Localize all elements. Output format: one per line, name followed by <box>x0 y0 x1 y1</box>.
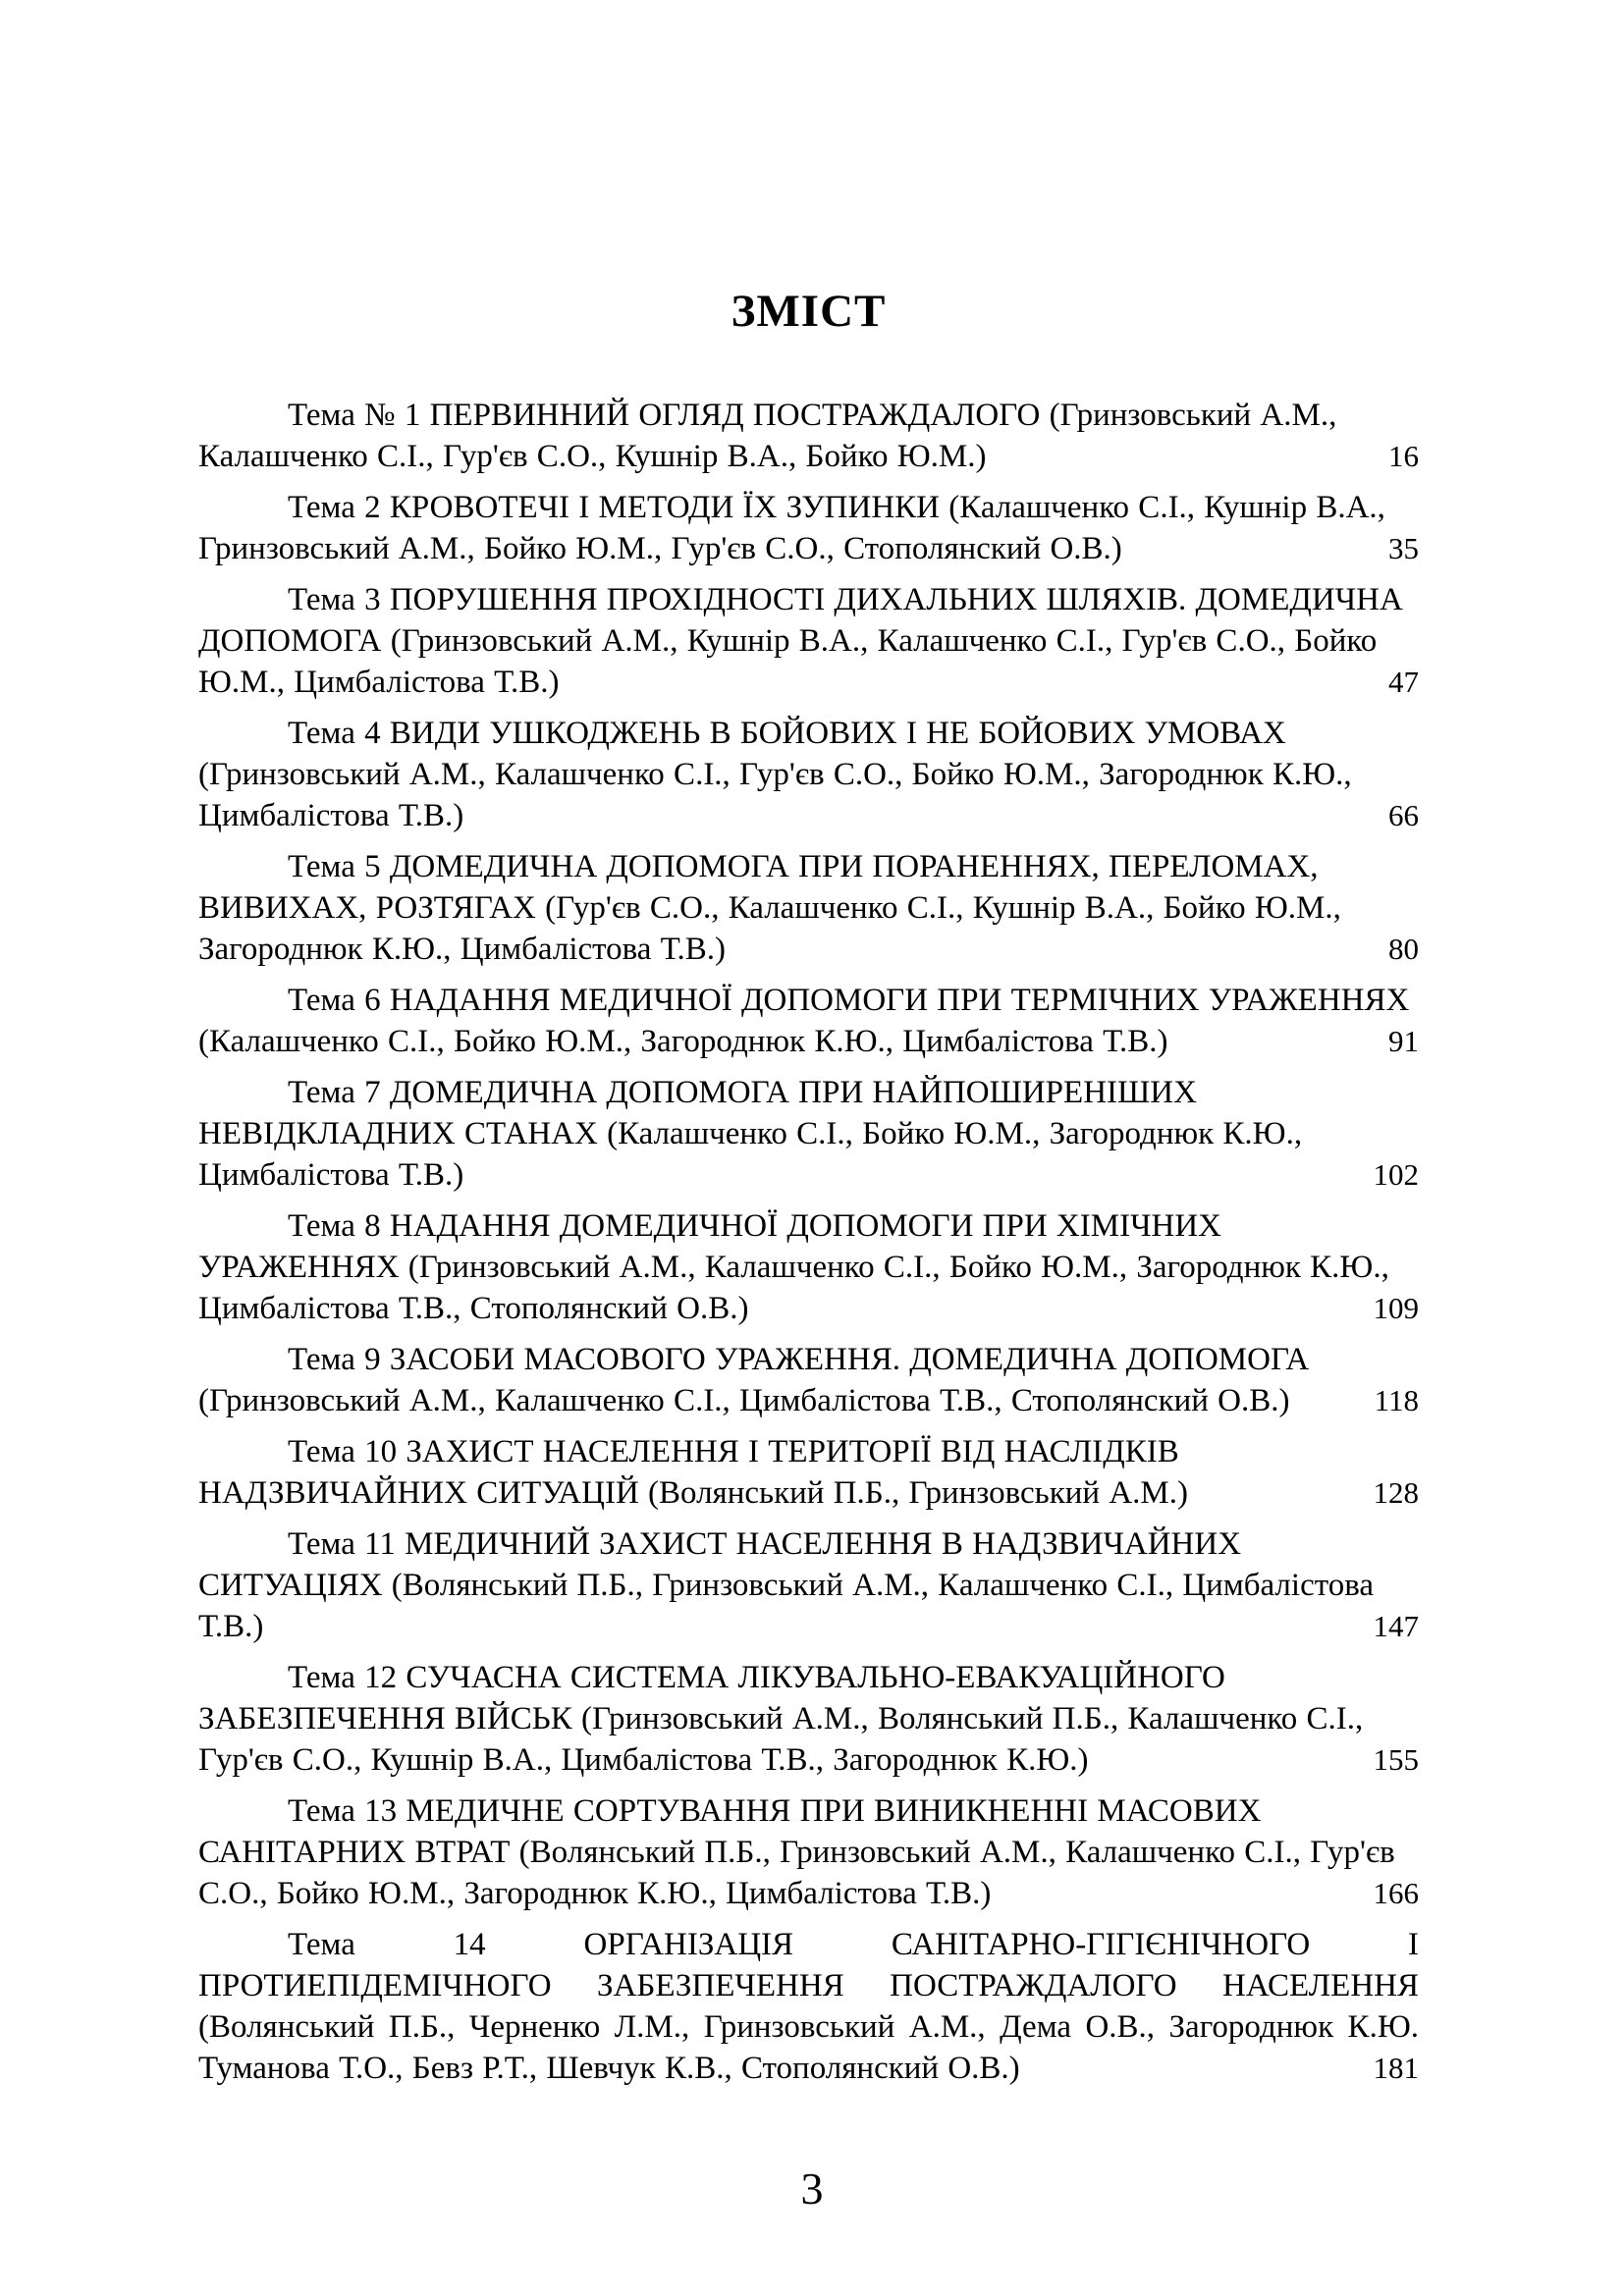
toc-entry-page: 118 <box>1374 1383 1419 1417</box>
toc-entry-text: Тема № 1 ПЕРВИННИЙ ОГЛЯД ПОСТРАЖДАЛОГО (Гринзовський А.М., Калашченко С.І., Гур'єв С.О., Кушнір В.А., Бойко Ю.М.) <box>198 398 1337 474</box>
toc-entry <box>198 1072 1419 1196</box>
toc-entry <box>198 1205 1419 1329</box>
toc-entry-text: Тема 11 МЕДИЧНИЙ ЗАХИСТ НАСЕЛЕННЯ В НАДЗВИЧАЙНИХ СИТУАЦІЯХ (Волянський П.Б., Гринзовський А.М., Калашченко С.І., Цимбалістова Т.В.) <box>198 1526 1374 1644</box>
toc-entry-text: Тема 10 ЗАХИСТ НАСЕЛЕННЯ І ТЕРИТОРІЇ ВІД НАСЛІДКІВ НАДЗВИЧАЙНИХ СИТУАЦІЙ (Волянський П.Б., Гринзовський А.М.) <box>198 1434 1188 1511</box>
toc-entry-page: 181 <box>1373 2051 1419 2085</box>
toc-entry-text: Тема 5 ДОМЕДИЧНА ДОПОМОГА ПРИ ПОРАНЕННЯХ, ПЕРЕЛОМАХ, ВИВИХАХ, РОЗТЯГАХ (Гур'єв С.О., Калашченко С.І., Кушнір В.А., Бойко Ю.М., Загороднюк К.Ю., Цимбалістова Т.В.) <box>198 849 1341 967</box>
toc-entry-text: Тема 4 ВИДИ УШКОДЖЕНЬ В БОЙОВИХ І НЕ БОЙОВИХ УМОВАХ (Гринзовський А.М., Калашченко С.І., Гур'єв С.О., Бойко Ю.М., Загороднюк К.Ю., Цимбалістова Т.В.) <box>198 716 1352 833</box>
toc-entry-text: Тема 12 СУЧАСНА СИСТЕМА ЛІКУВАЛЬНО-ЕВАКУАЦІЙНОГО ЗАБЕЗПЕЧЕННЯ ВІЙСЬК (Гринзовський А.М., Волянський П.Б., Калашченко С.І., Гур'єв С.О., Кушнір В.А., Цимбалістова Т.В., Загороднюк К.Ю.) <box>198 1660 1364 1778</box>
toc-entry-page: 128 <box>1373 1475 1419 1510</box>
toc-entry <box>198 1431 1419 1514</box>
toc-entry-page: 80 <box>1388 932 1419 966</box>
toc-entry-text: Тема 14 ОРГАНІЗАЦІЯ САНІТАРНО-ГІГІЄНІЧНОГО І ПРОТИЕПІДЕМІЧНОГО ЗАБЕЗПЕЧЕННЯ ПОСТРАЖДАЛОГО НАСЕЛЕННЯ (Волянський П.Б., Черненко Л.М., Гринзовський А.М., Дема О.В., Загороднюк К.Ю. Туманова Т.О., Бевз Р.Т., Шевчук К.В., Стополянский О.В.) <box>198 1927 1419 2086</box>
toc-entry <box>198 487 1419 569</box>
toc-entry <box>198 1924 1419 2089</box>
toc-entry-text: Тема 13 МЕДИЧНЕ СОРТУВАННЯ ПРИ ВИНИКНЕННІ МАСОВИХ САНІТАРНИХ ВТРАТ (Волянський П.Б., Гринзовський А.М., Калашченко С.І., Гур'єв С.О., Бойко Ю.М., Загороднюк К.Ю., Цимбалістова Т.В.) <box>198 1793 1395 1911</box>
toc-entry <box>198 846 1419 970</box>
toc-entry <box>198 980 1419 1062</box>
toc-entry <box>198 1790 1419 1914</box>
toc-entry-text: Тема 3 ПОРУШЕННЯ ПРОХІДНОСТІ ДИХАЛЬНИХ ШЛЯХІВ. ДОМЕДИЧНА ДОПОМОГА (Гринзовський А.М., Кушнір В.А., Калашченко С.І., Гур'єв С.О., Бойко Ю.М., Цимбалістова Т.В.) <box>198 582 1403 700</box>
toc-entry <box>198 395 1419 477</box>
page-title: ЗМІСТ <box>731 286 887 337</box>
toc-content <box>198 282 1419 2099</box>
toc-entry-text: Тема 7 ДОМЕДИЧНА ДОПОМОГА ПРИ НАЙПОШИРЕНІШИХ НЕВІДКЛАДНИХ СТАНАХ (Калашченко С.І., Бойко Ю.М., Загороднюк К.Ю., Цимбалістова Т.В.) <box>198 1075 1303 1193</box>
toc-entry-text: Тема 6 НАДАННЯ МЕДИЧНОЇ ДОПОМОГИ ПРИ ТЕРМІЧНИХ УРАЖЕННЯХ (Калашченко С.І., Бойко Ю.М., Загороднюк К.Ю., Цимбалістова Т.В.) <box>198 983 1410 1059</box>
toc-entry-page: 16 <box>1388 439 1419 473</box>
toc-entry <box>198 1339 1419 1421</box>
toc-entry-page: 109 <box>1373 1291 1419 1325</box>
toc-entry-text: Тема 2 КРОВОТЕЧІ І МЕТОДИ ЇХ ЗУПИНКИ (Калашченко С.І., Кушнір В.А., Гринзовський А.М., Бойко Ю.М., Гур'єв С.О., Стополянский О.В.) <box>198 490 1385 566</box>
toc-entry <box>198 1523 1419 1647</box>
toc-entry-page: 47 <box>1388 665 1419 699</box>
toc-entry-page: 166 <box>1373 1876 1419 1910</box>
toc-entry-page: 91 <box>1388 1024 1419 1058</box>
toc-entry-text: Тема 8 НАДАННЯ ДОМЕДИЧНОЇ ДОПОМОГИ ПРИ ХІМІЧНИХ УРАЖЕННЯХ (Гринзовський А.М., Калашченко С.І., Бойко Ю.М., Загороднюк К.Ю., Цимбалістова Т.В., Стополянский О.В.) <box>198 1208 1389 1326</box>
toc-entry-page: 147 <box>1373 1609 1419 1643</box>
toc-entry-page: 155 <box>1373 1742 1419 1777</box>
toc-entry-page: 35 <box>1388 531 1419 565</box>
toc-entry <box>198 579 1419 703</box>
toc-entry-page: 66 <box>1388 798 1419 832</box>
toc-entry-text: Тема 9 ЗАСОБИ МАСОВОГО УРАЖЕННЯ. ДОМЕДИЧНА ДОПОМОГА (Гринзовський А.М., Калашченко С.І., Цимбалістова Т.В., Стополянский О.В.) <box>198 1342 1310 1418</box>
toc-entry <box>198 713 1419 836</box>
footer-page-number: 3 <box>800 2163 824 2214</box>
toc-entry <box>198 1657 1419 1781</box>
toc-entry-page: 102 <box>1373 1157 1419 1192</box>
